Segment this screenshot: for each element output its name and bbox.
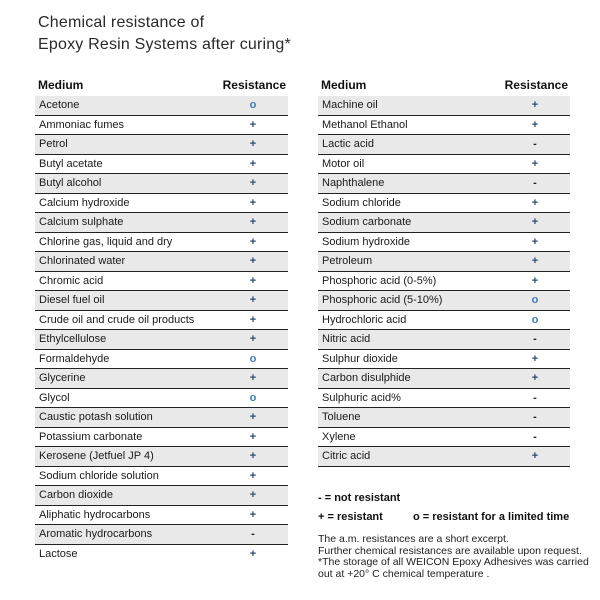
medium-cell: Acetone bbox=[39, 99, 80, 112]
resistance-cell: o bbox=[249, 99, 257, 112]
resistance-cell: - bbox=[533, 411, 537, 424]
medium-cell: Motor oil bbox=[322, 157, 365, 170]
table-row bbox=[318, 389, 570, 409]
resistance-cell: + bbox=[531, 235, 539, 248]
table-row bbox=[35, 486, 288, 506]
table-row bbox=[318, 311, 570, 331]
table-row bbox=[35, 96, 288, 116]
table-row bbox=[35, 135, 288, 155]
medium-cell: Citric acid bbox=[322, 450, 371, 463]
left-resistance-table bbox=[35, 74, 288, 563]
medium-cell: Carbon dioxide bbox=[39, 489, 113, 502]
resistance-cell: - bbox=[533, 333, 537, 346]
page-title-line2: Epoxy Resin Systems after curing* bbox=[38, 36, 291, 53]
medium-cell: Ethylcellulose bbox=[39, 333, 107, 346]
table-row bbox=[35, 330, 288, 350]
medium-cell: Sodium chloride bbox=[322, 196, 401, 209]
footnote-line3: *The storage of all WEICON Epoxy Adhesives was carried bbox=[318, 556, 589, 568]
table-row bbox=[318, 174, 570, 194]
medium-cell: Toluene bbox=[322, 411, 361, 424]
resistance-column-header: Resistance bbox=[222, 78, 286, 92]
medium-cell: Kerosene (Jetfuel JP 4) bbox=[39, 450, 154, 463]
table-row bbox=[318, 213, 570, 233]
table-row bbox=[35, 467, 288, 487]
medium-cell: Hydrochloric acid bbox=[322, 313, 407, 326]
medium-cell: Carbon disulphide bbox=[322, 372, 411, 385]
resistance-cell: + bbox=[531, 118, 539, 131]
medium-cell: Ammoniac fumes bbox=[39, 118, 124, 131]
table-row bbox=[35, 408, 288, 428]
table-row bbox=[35, 194, 288, 214]
table-row bbox=[318, 252, 570, 272]
medium-cell: Glycol bbox=[39, 391, 70, 404]
resistance-cell: + bbox=[249, 255, 257, 268]
resistance-cell: - bbox=[533, 177, 537, 190]
resistance-cell: + bbox=[249, 333, 257, 346]
resistance-cell: + bbox=[249, 118, 257, 131]
medium-cell: Chlorinated water bbox=[39, 255, 126, 268]
resistance-cell: + bbox=[531, 99, 539, 112]
resistance-cell: + bbox=[249, 216, 257, 229]
resistance-cell: o bbox=[249, 391, 257, 404]
medium-cell: Sulphuric acid% bbox=[322, 391, 401, 404]
medium-cell: Lactose bbox=[39, 547, 78, 560]
footnote bbox=[318, 534, 594, 580]
table-row bbox=[318, 350, 570, 370]
medium-cell: Naphthalene bbox=[322, 177, 385, 190]
medium-cell: Butyl acetate bbox=[39, 157, 103, 170]
medium-cell: Sodium chloride solution bbox=[39, 469, 159, 482]
table-row bbox=[318, 369, 570, 389]
resistance-cell: + bbox=[249, 508, 257, 521]
medium-cell: Diesel fuel oil bbox=[39, 294, 105, 307]
resistance-cell: + bbox=[249, 196, 257, 209]
resistance-cell: + bbox=[531, 196, 539, 209]
table-row bbox=[35, 525, 288, 545]
table-row bbox=[35, 272, 288, 292]
medium-cell: Petroleum bbox=[322, 255, 373, 268]
resistance-cell: + bbox=[249, 450, 257, 463]
table-row bbox=[35, 174, 288, 194]
resistance-column-header: Resistance bbox=[504, 78, 568, 92]
resistance-cell: + bbox=[249, 138, 257, 151]
medium-cell: Butyl alcohol bbox=[39, 177, 102, 190]
resistance-cell: + bbox=[249, 489, 257, 502]
resistance-cell: + bbox=[531, 450, 539, 463]
table-row bbox=[318, 194, 570, 214]
table-row bbox=[318, 291, 570, 311]
resistance-cell: - bbox=[251, 528, 255, 541]
legend-limited-time: o = resistant for a limited time bbox=[413, 511, 570, 523]
resistance-cell: + bbox=[249, 547, 257, 560]
resistance-cell: - bbox=[533, 430, 537, 443]
resistance-cell: + bbox=[249, 469, 257, 482]
medium-cell: Caustic potash solution bbox=[39, 411, 153, 424]
medium-cell: Aliphatic hydrocarbons bbox=[39, 508, 151, 521]
legend-not-resistant: - = not resistant bbox=[318, 492, 401, 504]
resistance-cell: + bbox=[249, 294, 257, 307]
table-row bbox=[35, 311, 288, 331]
table-row bbox=[318, 96, 570, 116]
left-table-header bbox=[35, 74, 288, 96]
table-row bbox=[35, 155, 288, 175]
table-row bbox=[35, 213, 288, 233]
medium-cell: Lactic acid bbox=[322, 138, 374, 151]
medium-column-header: Medium bbox=[38, 78, 84, 92]
table-row bbox=[318, 233, 570, 253]
medium-column-header: Medium bbox=[321, 78, 367, 92]
table-row bbox=[35, 350, 288, 370]
right-table-header bbox=[318, 74, 570, 96]
resistance-cell: - bbox=[533, 391, 537, 404]
footnote-line4: out at +20° C chemical temperature . bbox=[318, 567, 490, 580]
table-row bbox=[35, 116, 288, 136]
table-row bbox=[35, 252, 288, 272]
medium-cell: Sulphur dioxide bbox=[322, 352, 398, 365]
resistance-cell: + bbox=[531, 216, 539, 229]
right-resistance-table bbox=[318, 74, 570, 467]
resistance-cell: + bbox=[249, 274, 257, 287]
table-row bbox=[35, 389, 288, 409]
table-row bbox=[318, 447, 570, 467]
medium-cell: Chromic acid bbox=[39, 274, 104, 287]
table-row bbox=[35, 428, 288, 448]
medium-cell: Calcium sulphate bbox=[39, 216, 124, 229]
resistance-cell: + bbox=[249, 177, 257, 190]
footnote-line1: The a.m. resistances are a short excerpt. bbox=[318, 533, 509, 545]
medium-cell: Methanol Ethanol bbox=[322, 118, 408, 131]
medium-cell: Petrol bbox=[39, 138, 68, 151]
footnote-line2: Further chemical resistances are available upon request. bbox=[318, 544, 582, 557]
medium-cell: Aromatic hydrocarbons bbox=[39, 528, 153, 541]
resistance-cell: + bbox=[249, 313, 257, 326]
medium-cell: Phosphoric acid (0-5%) bbox=[322, 274, 437, 287]
resistance-cell: o bbox=[531, 294, 539, 307]
medium-cell: Sodium carbonate bbox=[322, 216, 412, 229]
table-row bbox=[318, 155, 570, 175]
table-row bbox=[35, 545, 288, 564]
resistance-cell: - bbox=[533, 138, 537, 151]
resistance-cell: o bbox=[249, 352, 257, 365]
table-row bbox=[318, 272, 570, 292]
medium-cell: Machine oil bbox=[322, 99, 378, 112]
table-row bbox=[35, 291, 288, 311]
table-row bbox=[318, 116, 570, 136]
resistance-cell: + bbox=[531, 157, 539, 170]
table-row bbox=[35, 447, 288, 467]
page-title bbox=[38, 12, 291, 56]
table-row bbox=[318, 330, 570, 350]
table-row bbox=[35, 506, 288, 526]
resistance-cell: + bbox=[249, 157, 257, 170]
medium-cell: Phosphoric acid (5-10%) bbox=[322, 294, 443, 307]
legend-resistant: + = resistant bbox=[318, 511, 383, 523]
table-row bbox=[35, 369, 288, 389]
table-row bbox=[318, 408, 570, 428]
resistance-cell: + bbox=[531, 352, 539, 365]
resistance-cell: + bbox=[531, 255, 539, 268]
resistance-legend bbox=[318, 492, 590, 528]
resistance-cell: + bbox=[531, 372, 539, 385]
table-row bbox=[35, 233, 288, 253]
resistance-cell: + bbox=[249, 411, 257, 424]
medium-cell: Formaldehyde bbox=[39, 352, 110, 365]
medium-cell: Potassium carbonate bbox=[39, 430, 143, 443]
medium-cell: Xylene bbox=[322, 430, 356, 443]
page-title-line1: Chemical resistance of bbox=[38, 14, 205, 31]
medium-cell: Calcium hydroxide bbox=[39, 196, 130, 209]
medium-cell: Nitric acid bbox=[322, 333, 371, 346]
medium-cell: Chlorine gas, liquid and dry bbox=[39, 235, 173, 248]
right-table-body bbox=[318, 96, 570, 467]
resistance-cell: + bbox=[249, 372, 257, 385]
medium-cell: Crude oil and crude oil products bbox=[39, 313, 195, 326]
medium-cell: Sodium hydroxide bbox=[322, 235, 411, 248]
left-table-body bbox=[35, 96, 288, 563]
resistance-cell: + bbox=[249, 430, 257, 443]
table-row bbox=[318, 428, 570, 448]
resistance-cell: + bbox=[249, 235, 257, 248]
table-row bbox=[318, 135, 570, 155]
resistance-cell: o bbox=[531, 313, 539, 326]
medium-cell: Glycerine bbox=[39, 372, 86, 385]
resistance-cell: + bbox=[531, 274, 539, 287]
